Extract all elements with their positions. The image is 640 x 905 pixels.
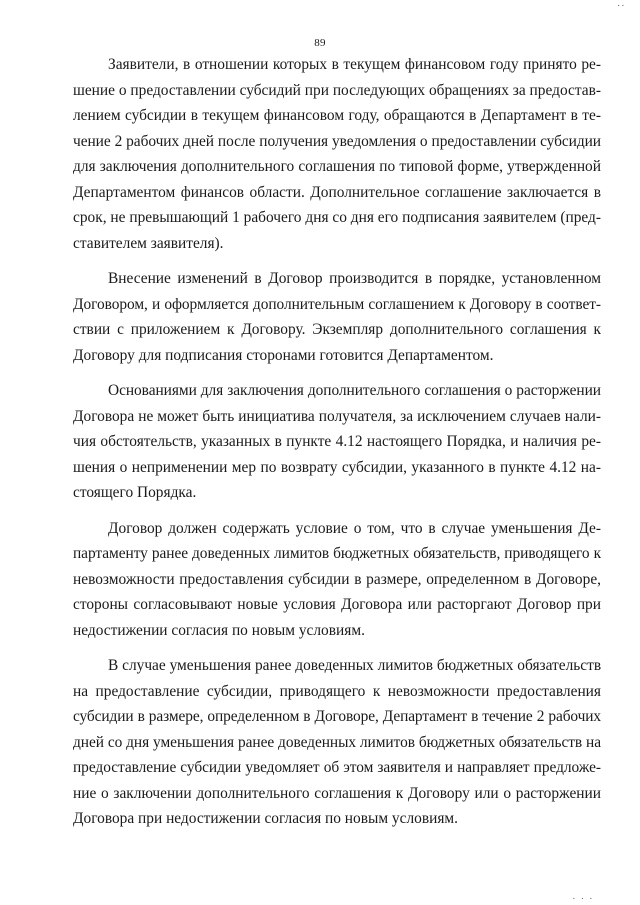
text-line: Договор должен содержать условие о том, что в случае уменьшения Де- — [108, 519, 601, 537]
text-line: Основаниями для заключения дополнительного соглашения о расторжении — [108, 382, 601, 399]
text-line: ствии с приложением к Договору. Экземпляр дополнительного соглашения к — [73, 321, 601, 338]
paragraph — [73, 52, 601, 256]
scan-artifact-bottom: . . . — [572, 891, 594, 901]
text-line: чение 2 рабочих дней после получения уведомления о предоставлении субсидии — [73, 132, 601, 150]
text-line: шения о неприменении мер по возврату субсидии, указанного в пункте 4.12 на- — [73, 458, 601, 476]
text-line: чия обстоятельств, указанных в пункте 4.12 настоящего Порядка, и наличия ре- — [73, 433, 601, 450]
scan-artifact-top: .. — [617, 0, 626, 8]
text-line: Внесение изменений в Договор производится в порядке, установленном — [108, 270, 601, 287]
text-line: для заключения дополнительного соглашения по типовой форме, утвержденной — [73, 158, 601, 175]
text-line: срок, не превышающий 1 рабочего дня со дня его подписания заявителем (пред- — [73, 209, 601, 226]
text-line: Департаментом финансов области. Дополнительное соглашение заключается в — [73, 183, 601, 201]
page-number: 89 — [314, 37, 326, 49]
document-body — [73, 52, 601, 832]
paragraph — [73, 516, 601, 644]
text-line: субсидии в размере, определенном в Договоре, Департамент в течение 2 рабочих — [73, 708, 601, 725]
text-line: стороны согласовывают новые условия Договора или расторгают Договор при — [73, 596, 601, 613]
paragraph — [73, 378, 601, 506]
paragraph — [73, 653, 601, 832]
text-line: Договора при недостижении согласия по новым условиям. — [73, 810, 458, 827]
text-line: ние о заключении дополнительного соглашения к Договору или о расторжении — [73, 784, 601, 802]
text-line: предоставление субсидии уведомляет об этом заявителя и направляет предложе- — [73, 759, 601, 776]
paragraph — [73, 266, 601, 368]
text-line: стоящего Порядка. — [73, 484, 197, 501]
text-line: невозможности предоставления субсидии в размере, определенном в Договоре, — [73, 570, 601, 588]
text-line: Договора не может быть инициатива получателя, за исключением случаев нали- — [73, 407, 601, 425]
text-line: на предоставление субсидии, приводящего к невозможности предоставления — [73, 682, 601, 700]
text-line: ставителем заявителя). — [73, 234, 224, 252]
text-line: партаменту ранее доведенных лимитов бюджетных обязательств, приводящего к — [73, 545, 601, 562]
text-line: дней со дня уменьшения ранее доведенных лимитов бюджетных обязательств на — [73, 733, 601, 751]
text-line: шение о предоставлении субсидий при последующих обращениях за предостав- — [73, 81, 601, 99]
text-line: недостижении согласия по новым условиям. — [73, 621, 365, 639]
text-line: лением субсидии в текущем финансовом году, обращаются в Департамент в те- — [73, 107, 601, 124]
text-line: Заявители, в отношении которых в текущем финансовом году принято ре- — [108, 56, 601, 73]
text-line: В случае уменьшения ранее доведенных лимитов бюджетных обязательств — [108, 657, 602, 674]
text-line: Договору для подписания сторонами готовится Департаментом. — [73, 346, 494, 364]
text-line: Договором, и оформляется дополнительным соглашением к Договору в соответ- — [73, 295, 601, 313]
